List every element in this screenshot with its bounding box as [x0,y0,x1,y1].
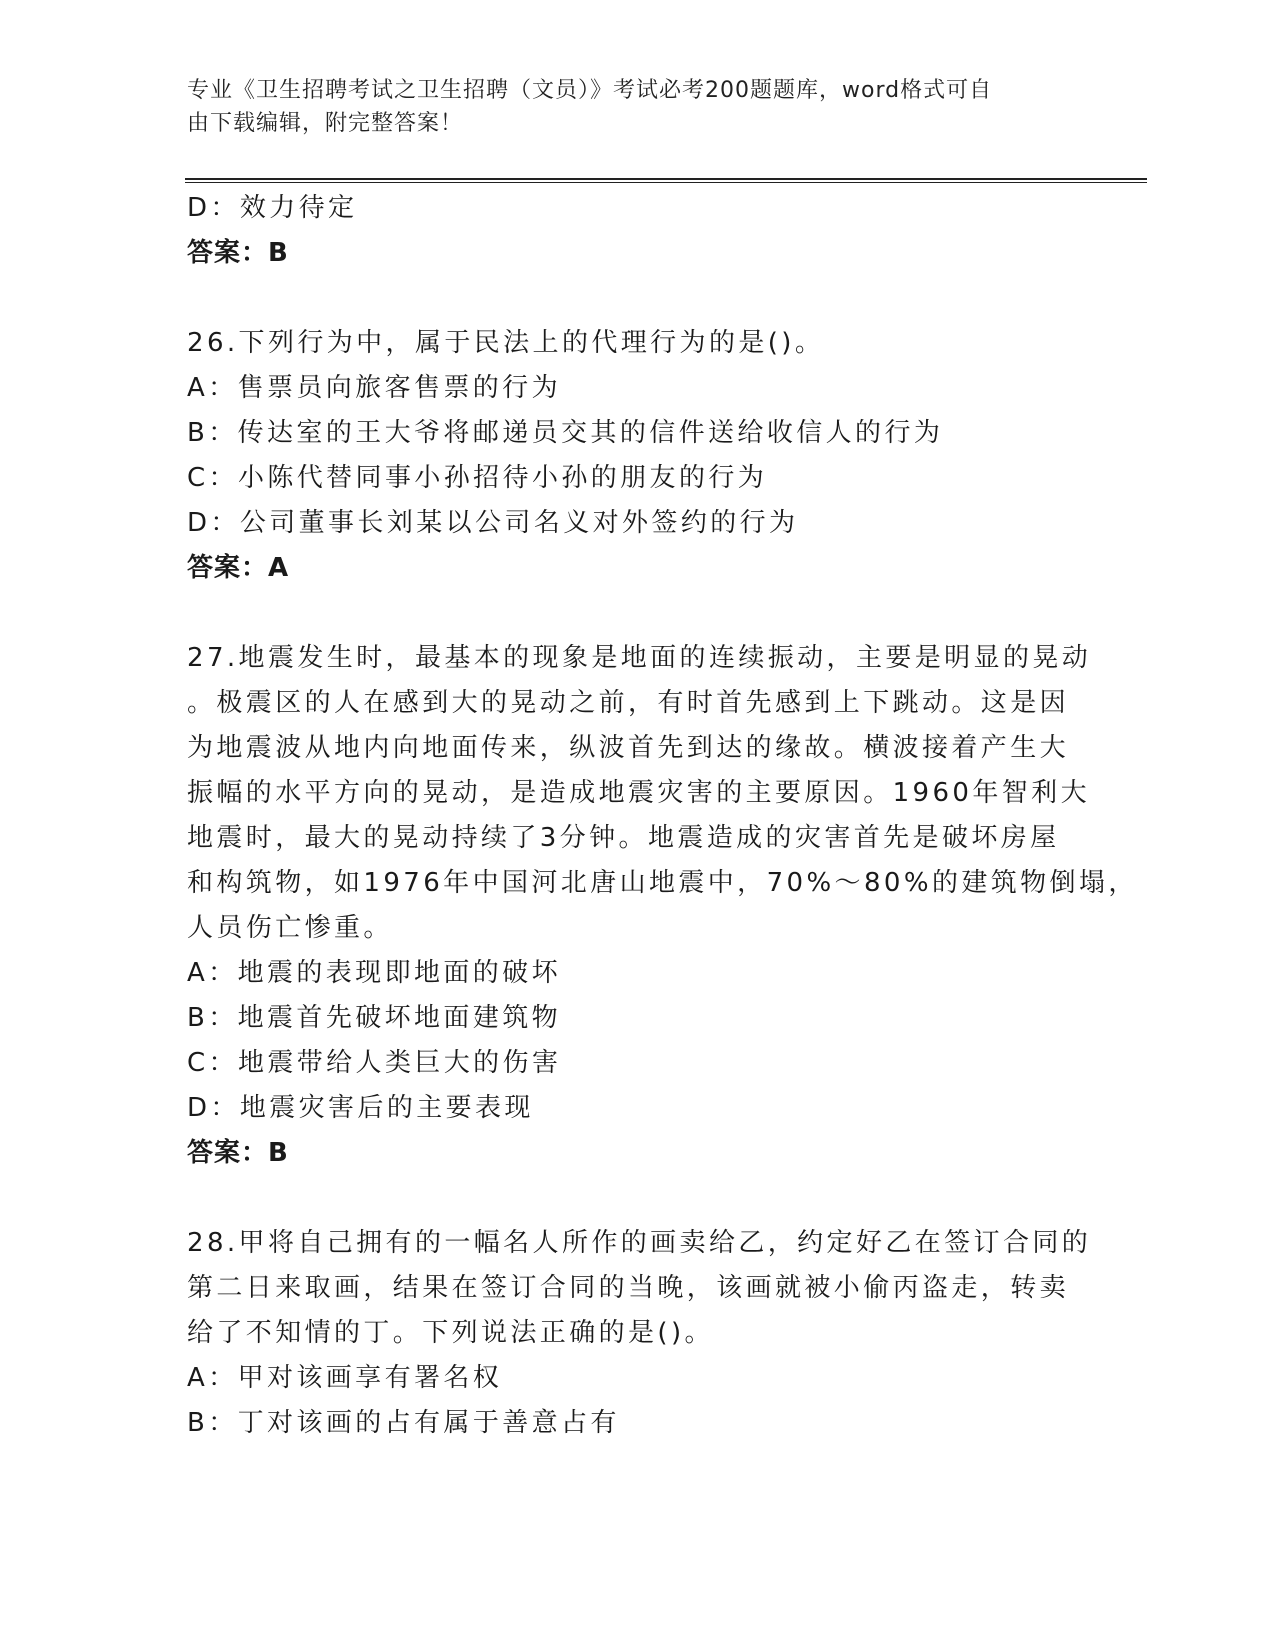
header-divider-thin [185,182,1147,183]
question-stem-line: 28.甲将自己拥有的一幅名人所作的画卖给乙，约定好乙在签订合同的 [187,1228,1092,1258]
option-b: B：传达室的王大爷将邮递员交其的信件送给收信人的行为 [187,418,944,448]
question-list [187,186,1138,1446]
spacer [187,276,1072,321]
option-a: A：售票员向旅客售票的行为 [187,373,561,403]
option-a: A：地震的表现即地面的破坏 [187,958,561,988]
option-b: B：丁对该画的占有属于善意占有 [187,1408,620,1438]
question-stem-line: 给了不知情的丁。下列说法正确的是()。 [187,1318,714,1348]
document-header [187,74,1067,140]
spacer [187,591,1072,636]
header-line-2: 由下载编辑，附完整答案！ [187,111,464,136]
question-stem-line: 第二日来取画，结果在签订合同的当晚，该画就被小偷丙盗走，转卖 [187,1273,1070,1303]
option-c: C：地震带给人类巨大的伤害 [187,1048,562,1078]
option-d: D：效力待定 [187,193,358,223]
option-d: D：公司董事长刘某以公司名义对外签约的行为 [187,508,799,538]
question-stem: 26.下列行为中，属于民法上的代理行为的是()。 [187,328,825,358]
question-stem-line: 。极震区的人在感到大的晃动之前，有时首先感到上下跳动。这是因 [187,688,1070,718]
question-stem-line: 和构筑物，如1976年中国河北唐山地震中，70%～80%的建筑物倒塌， [187,868,1138,898]
question-stem-line: 人员伤亡惨重。 [187,913,393,943]
answer-line: 答案：B [187,1138,289,1168]
question-stem-line: 振幅的水平方向的晃动，是造成地震灾害的主要原因。1960年智利大 [187,778,1090,808]
option-a: A：甲对该画享有署名权 [187,1363,503,1393]
question-25-remainder [187,186,1072,276]
question-stem-line: 27.地震发生时，最基本的现象是地面的连续振动，主要是明显的晃动 [187,643,1092,673]
answer-line: 答案：A [187,553,290,583]
question-26 [187,321,1072,591]
question-27 [187,636,1138,1176]
answer-line: 答案：B [187,238,289,268]
option-d: D：地震灾害后的主要表现 [187,1093,534,1123]
option-c: C：小陈代替同事小孙招待小孙的朋友的行为 [187,463,768,493]
question-stem-line: 为地震波从地内向地面传来，纵波首先到达的缘故。横波接着产生大 [187,733,1070,763]
spacer [187,1176,1072,1221]
option-b: B：地震首先破坏地面建筑物 [187,1003,562,1033]
header-line-1: 专业《卫生招聘考试之卫生招聘（文员）》考试必考200题题库，word格式可自 [187,78,993,103]
question-28 [187,1221,1092,1446]
header-divider-thick [185,178,1147,180]
question-stem-line: 地震时，最大的晃动持续了3分钟。地震造成的灾害首先是破坏房屋 [187,823,1060,853]
